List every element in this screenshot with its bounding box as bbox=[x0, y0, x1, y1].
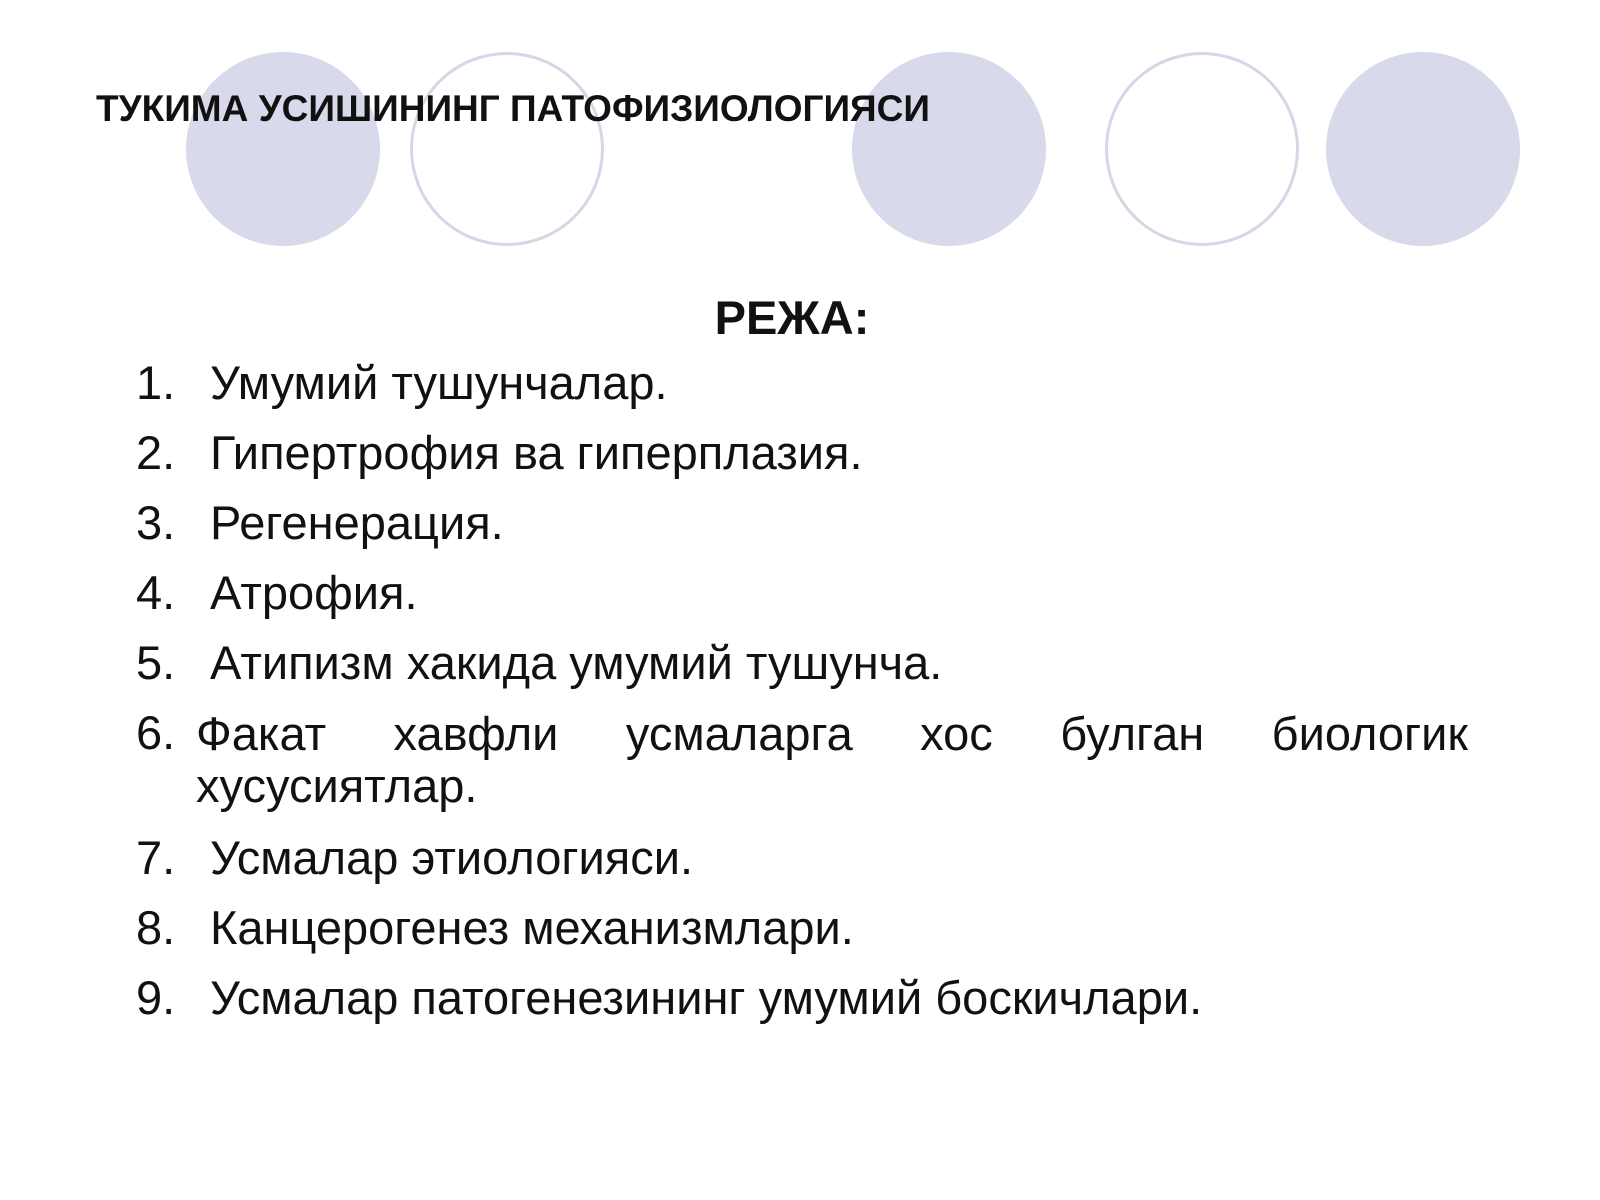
list-item bbox=[136, 833, 1468, 882]
list-item-text bbox=[196, 708, 1468, 812]
list-item-text: Атипизм хакида умумий тушунча. bbox=[210, 636, 943, 689]
list-item-text: Умумий тушунчалар. bbox=[210, 356, 668, 409]
decor-circle-filled bbox=[186, 52, 380, 246]
slide-title: ТУКИМА УСИШИНИНГ ПАТОФИЗИОЛОГИЯСИ bbox=[96, 88, 930, 129]
list-item-number: 5. bbox=[136, 636, 176, 689]
decor-circle-outlined bbox=[410, 52, 604, 246]
list-item bbox=[136, 973, 1468, 1022]
plan-heading bbox=[0, 290, 1600, 345]
list-item bbox=[136, 358, 1468, 407]
plan-heading-text: РЕЖА: bbox=[714, 291, 870, 344]
list-item-text-line: Факат хавфли усмаларга хос булган биологик bbox=[196, 707, 1468, 760]
list-item-number: 1. bbox=[136, 356, 176, 409]
list-item bbox=[136, 428, 1468, 477]
decor-circle-outlined bbox=[1105, 52, 1299, 246]
list-item-text: Регенерация. bbox=[210, 496, 504, 549]
list-item-number: 4. bbox=[136, 566, 176, 619]
list-item-number: 6. bbox=[136, 706, 176, 759]
decor-circle-filled bbox=[852, 52, 1046, 246]
list-item-number: 9. bbox=[136, 971, 176, 1024]
list-item bbox=[136, 708, 1468, 812]
list-item-text-line: хусусиятлар. bbox=[196, 759, 478, 812]
list-item bbox=[136, 568, 1468, 617]
list-item-number: 7. bbox=[136, 831, 176, 884]
list-item-number: 2. bbox=[136, 426, 176, 479]
list-item-text: Усмалар этиологияси. bbox=[210, 831, 694, 884]
list-item-number: 8. bbox=[136, 901, 176, 954]
decor-circle-filled bbox=[1326, 52, 1520, 246]
list-item-number: 3. bbox=[136, 496, 176, 549]
list-item-text: Атрофия. bbox=[210, 566, 418, 619]
list-item bbox=[136, 638, 1468, 687]
list-item-text: Канцерогенез механизмлари. bbox=[210, 901, 854, 954]
list-item bbox=[136, 903, 1468, 952]
list-item bbox=[136, 498, 1468, 547]
list-item-text: Усмалар патогенезининг умумий боскичлари. bbox=[210, 971, 1203, 1024]
plan-list bbox=[136, 358, 1468, 1043]
list-item-text: Гипертрофия ва гиперплазия. bbox=[210, 426, 863, 479]
